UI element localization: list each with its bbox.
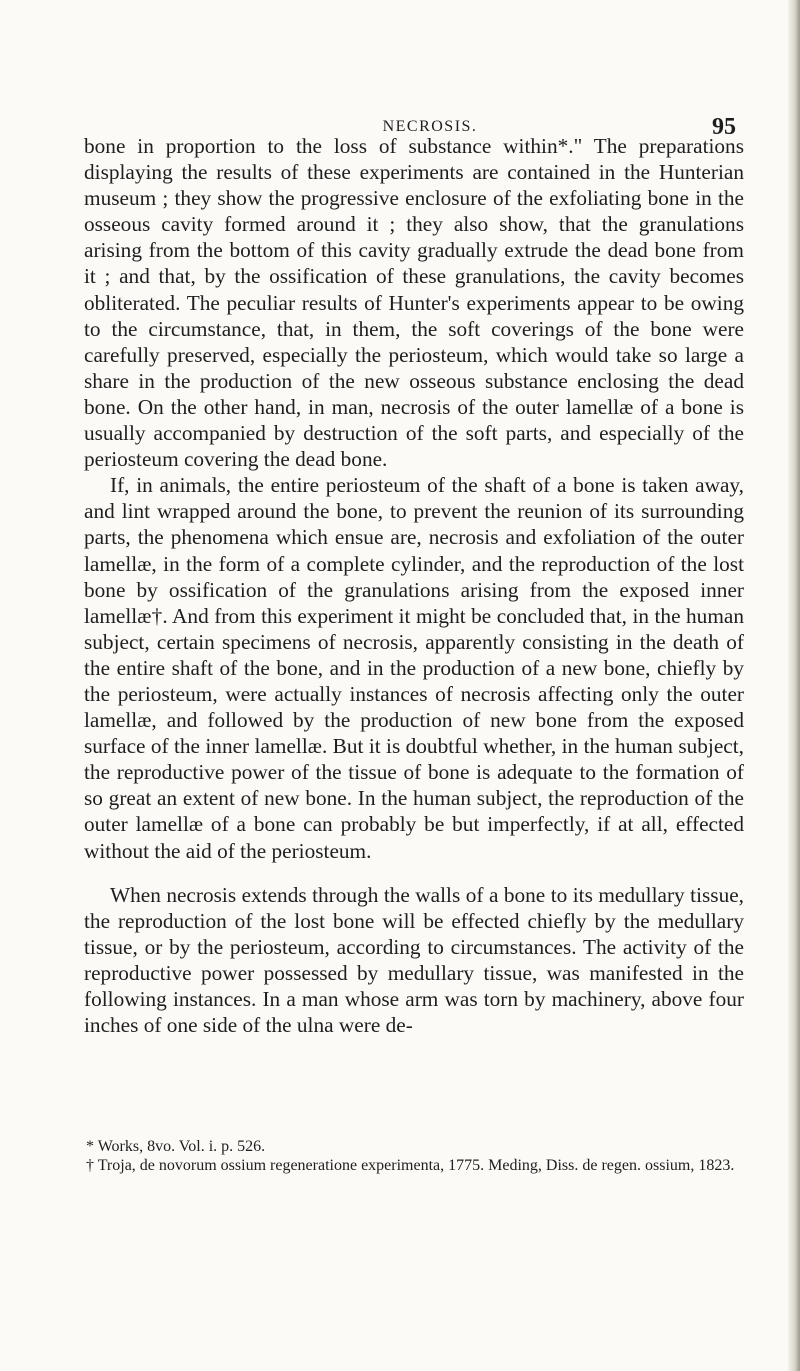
running-title: NECROSIS. <box>382 118 478 135</box>
paragraph-3: When necrosis extends through the walls of a bone to its medullary tissue, the reproduction of the lost bone will be effected chiefly by the medullary tissue, or by the periosteum, according to circumstances. The activity of the reproductive power possessed by medullary tissue, was manifested in the following instances. In a man whose arm was torn by machinery, above four inches of one side of the ulna were de- <box>84 882 744 1038</box>
paragraph-1: bone in proportion to the loss of substance within*." The preparations displaying the results of these experiments are contained in the Hunterian museum ; they show the progressive enclosure of the exfoliating bone in the osseous cavity formed around it ; they also show, that the granulations arising from the bottom of this cavity gradually extrude the dead bone from it ; and that, by the ossification of these granulations, the cavity becomes obliterated. The peculiar results of Hunter's experiments appear to be owing to the circumstance, that, in them, the soft coverings of the bone were carefully preserved, especially the periosteum, which would take so large a share in the production of the new osseous substance enclosing the dead bone. On the other hand, in man, necrosis of the outer lamellæ of a bone is usually accompanied by destruction of the soft parts, and especially of the periosteum covering the dead bone. <box>84 134 744 472</box>
footnote-1: * Works, 8vo. Vol. i. p. 526. <box>86 1138 266 1155</box>
footnote-2: † Troja, de novorum ossium regeneratione experimenta, 1775. Meding, Diss. de regen. ossium, 1823. <box>86 1157 735 1174</box>
page-number: 95 <box>712 114 736 140</box>
body-text <box>84 133 744 1038</box>
page-edge-shadow <box>788 0 800 1371</box>
paragraph-2: If, in animals, the entire periosteum of the shaft of a bone is taken away, and lint wrapped around the bone, to prevent the reunion of its surrounding parts, the phenomena which ensue are, necrosis and exfoliation of the outer lamellæ, in the form of a complete cylinder, and the reproduction of the lost bone by ossification of the granulations arising from the exposed inner lamellæ†. And from this experiment it might be concluded that, in the human subject, certain specimens of necrosis, apparently consisting in the death of the entire shaft of the bone, and in the production of a new bone, chiefly by the periosteum, were actually instances of necrosis affecting only the outer lamellæ, and followed by the production of new bone from the exposed surface of the inner lamellæ. But it is doubtful whether, in the human subject, the reproductive power of the tissue of bone is adequate to the formation of so great an extent of new bone. In the human subject, the reproduction of the outer lamellæ of a bone can probably be but imperfectly, if at all, effected without the aid of the periosteum. <box>84 473 744 863</box>
footnotes <box>84 1137 744 1175</box>
